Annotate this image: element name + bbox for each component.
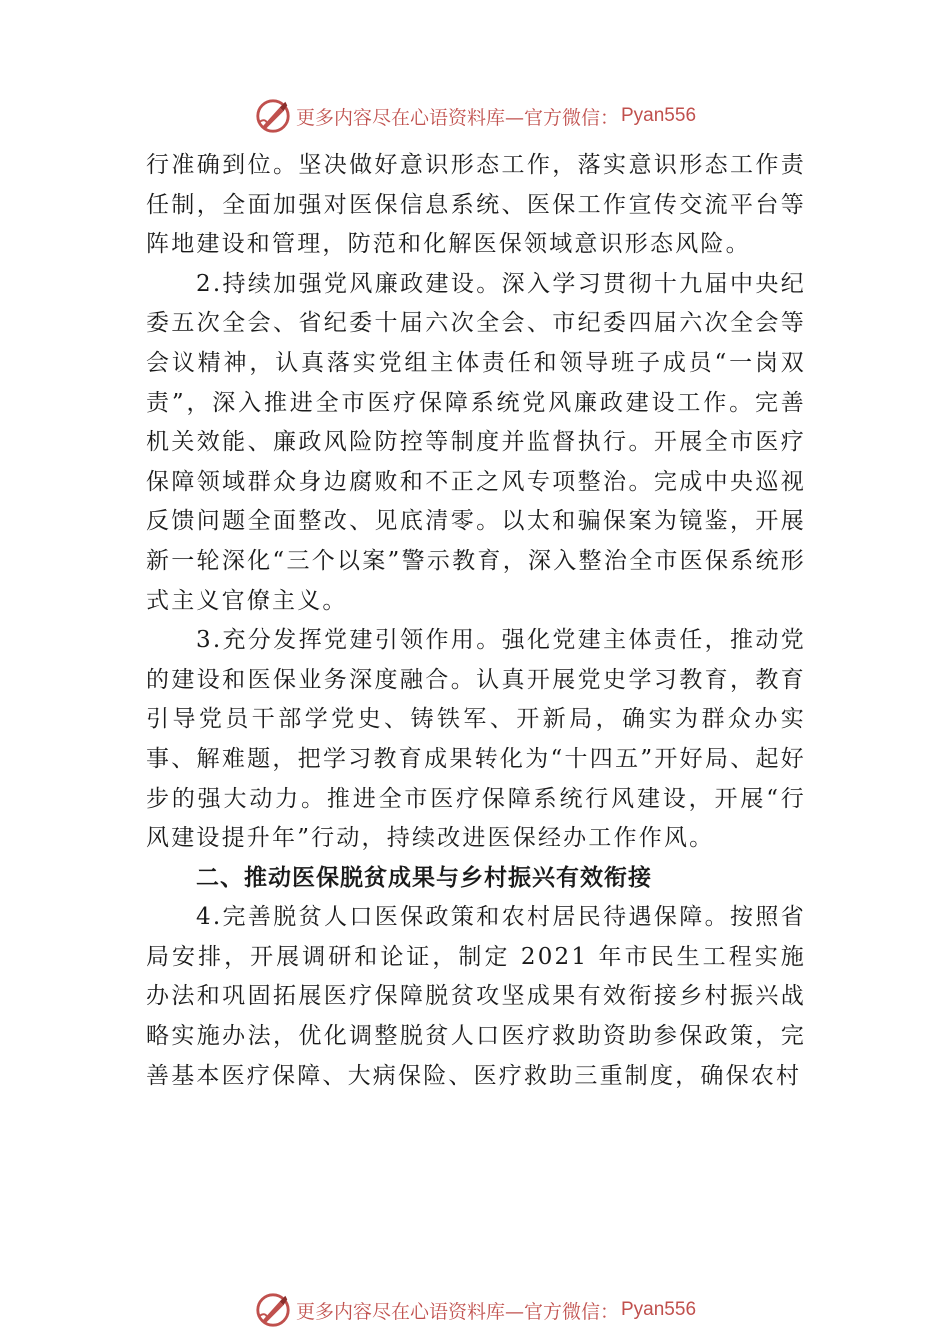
watermark-wechat-label: —官方微信： bbox=[504, 1300, 619, 1323]
footer-watermark bbox=[0, 1290, 950, 1330]
watermark-text: 更多内容尽在心语资料库 bbox=[295, 106, 505, 129]
paragraph-continuation: 行准确到位。坚决做好意识形态工作，落实意识形态工作责任制，全面加强对医保信息系统、医保工作宣传交流平台等阵地建设和管理，防范和化解医保领域意识形态风险。 bbox=[146, 152, 806, 258]
pen-logo-icon bbox=[254, 97, 292, 135]
paragraph-item-4: 4.完善脱贫人口医保政策和农村居民待遇保障。按照省局安排，开展调研和论证，制定 2021 年市民生工程实施办法和巩固拓展医疗保障脱贫攻坚成果有效衔接乡村振兴战略实施办法，优化调整脱贫人口医疗救助资助参保政策，完善基本医疗保障、大病保险、医疗救助三重制度，确保农村 bbox=[146, 904, 806, 1089]
paragraph-item-3: 3.充分发挥党建引领作用。强化党建主体责任，推动党的建设和医保业务深度融合。认真开展党史学习教育，教育引导党员干部学党史、铸铁军、开新局，确实为群众办实事、解难题，把学习教育成果转化为“十四五”开好局、起好步的强大动力。推进全市医疗保障系统行风建设，开展“行风建设提升年”行动，持续改进医保经办工作作风。 bbox=[146, 627, 806, 852]
watermark-wechat-id: Pyan556 bbox=[621, 1299, 697, 1320]
pen-logo-icon bbox=[254, 1291, 292, 1329]
watermark-wechat-id: Pyan556 bbox=[621, 105, 697, 126]
watermark-wechat-label: —官方微信： bbox=[504, 106, 619, 129]
watermark-text: 更多内容尽在心语资料库 bbox=[295, 1300, 505, 1323]
header-watermark bbox=[0, 96, 950, 136]
section-heading-2: 二、推动医保脱贫成果与乡村振兴有效衔接 bbox=[196, 864, 652, 891]
document-body bbox=[146, 146, 806, 1096]
paragraph-item-2: 2.持续加强党风廉政建设。深入学习贯彻十九届中央纪委五次全会、省纪委十届六次全会、市纪委四届六次全会等会议精神，认真落实党组主体责任和领导班子成员“一岗双责”，深入推进全市医疗保障系统党风廉政建设工作。完善机关效能、廉政风险防控等制度并监督执行。开展全市医疗保障领域群众身边腐败和不正之风专项整治。完成中央巡视反馈问题全面整改、见底清零。以太和骗保案为镜鉴，开展新一轮深化“三个以案”警示教育，深入整治全市医保系统形式主义官僚主义。 bbox=[146, 270, 806, 614]
